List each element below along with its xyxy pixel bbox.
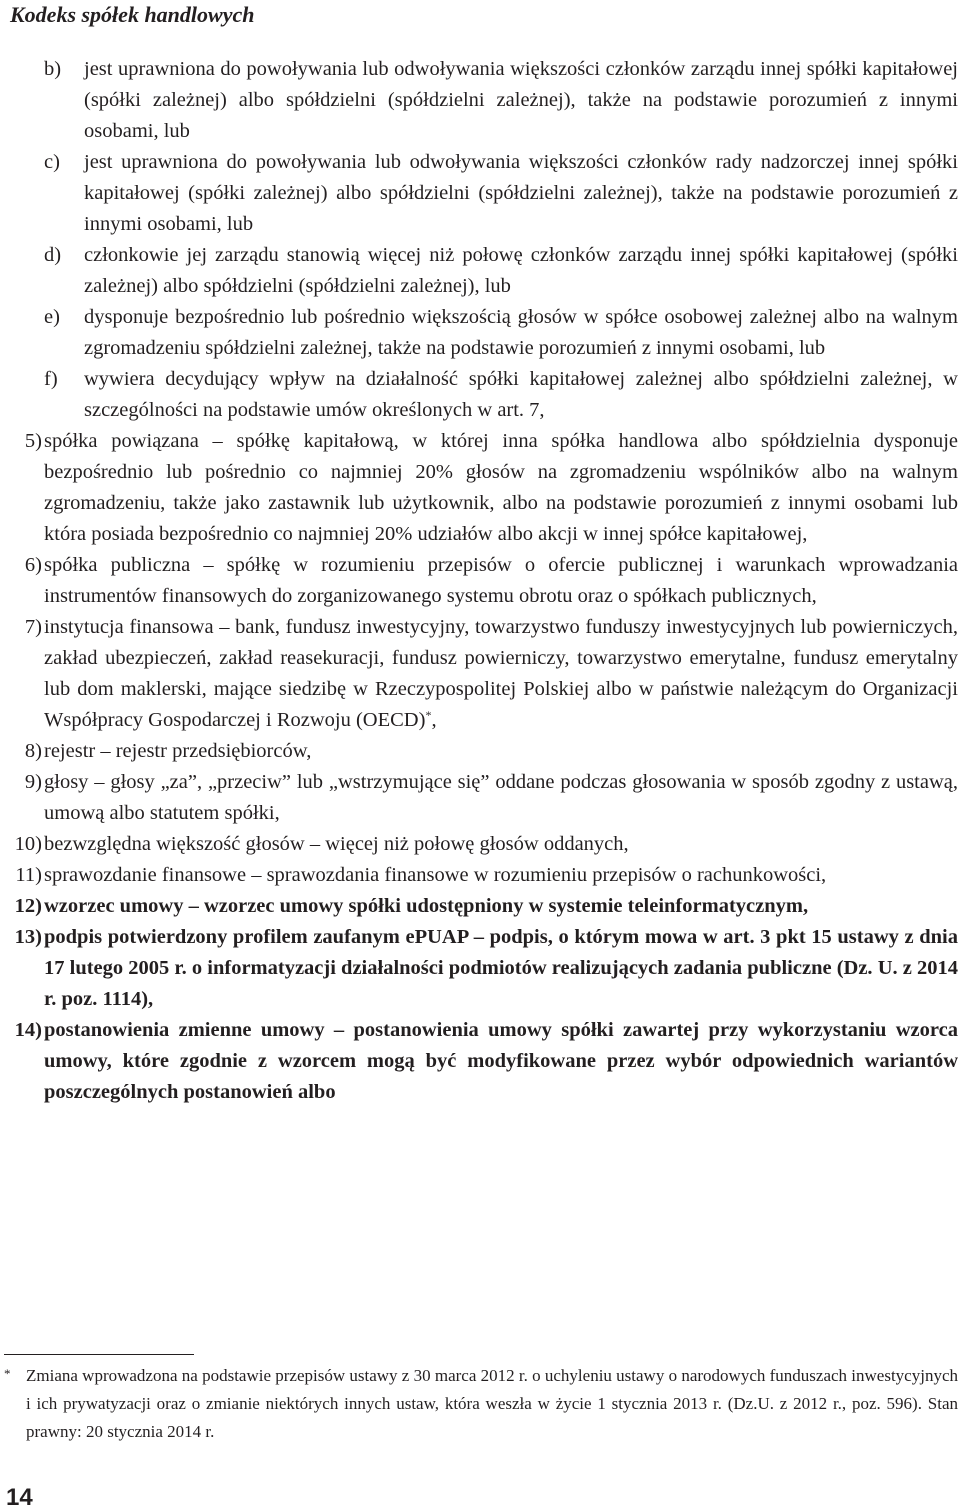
list-marker: 8) — [24, 740, 42, 762]
list-item-text: dysponuje bezpośrednio lub pośrednio większością głosów w spółce osobowej zależnej albo na walnym zgromadzeniu spółdzielni zależnej, także na podstawie porozumień z innymi osobami, lub — [84, 306, 958, 359]
list-item-text-tail: , — [431, 709, 437, 731]
list-item-12 — [0, 891, 958, 922]
list-item-text: postanowienia zmienne umowy – postanowienia umowy spółki zawartej przy wykorzystaniu wzorca umowy, które zgodnie z wzorcem mogą być modyfikowane przez wybór odpowiednich wariantów poszczególnych postanowień albo — [44, 1019, 958, 1103]
list-marker: 10) — [14, 833, 42, 855]
footnote-reference: * — [425, 708, 432, 722]
list-item-text: spółka powiązana – spółkę kapitałową, w której inna spółka handlowa albo spółdzielnia dysponuje bezpośrednio lub pośrednio co najmniej 20% głosów na zgromadzeniu wspólników albo na walnym zgromadzeniu, także jako zastawnik lub użytkownik, albo na podstawie porozumień z innymi osobami lub która posiada bezpośrednio co najmniej 20% udziałów albo akcji w innej spółce kapitałowej, — [44, 430, 958, 545]
list-marker: 7) — [24, 616, 42, 638]
list-item-f — [0, 364, 958, 426]
running-header: Kodeks spółek handlowych — [10, 2, 255, 27]
footnote-divider — [4, 1354, 194, 1355]
list-item-text: rejestr – rejestr przedsiębiorców, — [44, 740, 312, 762]
list-marker: b) — [44, 58, 62, 80]
list-item-7 — [0, 612, 958, 736]
list-marker: 12) — [14, 895, 42, 917]
footnote — [4, 1362, 958, 1446]
list-marker: d) — [44, 244, 62, 266]
list-item-14 — [0, 1015, 958, 1108]
list-marker: c) — [44, 151, 60, 173]
list-item-text: podpis potwierdzony profilem zaufanym ePUAP – podpis, o którym mowa w art. 3 pkt 15 ustawy z dnia 17 lutego 2005 r. o informatyzacji działalności podmiotów realizujących zadania publiczne (Dz. U. z 2014 r. poz. 1114), — [44, 926, 958, 1010]
list-marker: 14) — [14, 1019, 42, 1041]
list-item-text: jest uprawniona do powoływania lub odwoływania większości członków zarządu innej spółki kapitałowej (spółki zależnej) albo spółdzielni (spółdzielni zależnej), także na podstawie porozumień z innymi osobami, lub — [84, 58, 958, 142]
list-item-5 — [0, 426, 958, 550]
list-item-b — [0, 54, 958, 147]
list-item-text: wywiera decydujący wpływ na działalność spółki kapitałowej zależnej albo spółdzielni zależnej, w szczególności na podstawie umów określonych w art. 7, — [84, 368, 958, 421]
list-item-11 — [0, 860, 958, 891]
list-item-text: spółka publiczna – spółkę w rozumieniu przepisów o ofercie publicznej i warunkach wprowadzania instrumentów finansowych do zorganizowanego systemu obrotu oraz o spółkach publicznych, — [44, 554, 958, 607]
list-marker: 5) — [24, 430, 42, 452]
list-item-text: sprawozdanie finansowe – sprawozdania finansowe w rozumieniu przepisów o rachunkowości, — [44, 864, 827, 886]
list-item-text: wzorzec umowy – wzorzec umowy spółki udostępniony w systemie teleinformatycznym, — [44, 895, 809, 917]
page-number: 14 — [6, 1484, 33, 1511]
list-item-8 — [0, 736, 958, 767]
list-item-text: głosy – głosy „za”, „przeciw” lub „wstrzymujące się” oddane podczas głosowania w sposób zgodny z ustawą, umową albo statutem spółki, — [44, 771, 958, 824]
list-item-text: instytucja finansowa – bank, fundusz inwestycyjny, towarzystwo funduszy inwestycyjnych lub powierniczych, zakład ubezpieczeń, zakład reasekuracji, fundusz powierniczy, towarzystwo emerytalne, fundusz emerytalny lub dom maklerski, mające siedzibę w Rzeczypospolitej Polskiej albo w państwie należącym do Organizacji Współpracy Gospodarczej i Rozwoju (OECD) — [44, 616, 958, 731]
footnote-text: Zmiana wprowadzona na podstawie przepisów ustawy z 30 marca 2012 r. o uchyleniu ustawy o narodowych funduszach inwestycyjnych i ich prywatyzacji oraz o zmianie niektórych innych ustaw, która weszła w życie 1 stycznia 2013 r. (Dz.U. z 2012 r., poz. 596). Stan prawny: 20 stycznia 2014 r. — [26, 1366, 958, 1441]
list-marker: 9) — [24, 771, 42, 793]
list-item-text: jest uprawniona do powoływania lub odwoływania większości członków rady nadzorczej innej spółki kapitałowej (spółki zależnej) albo spółdzielni (spółdzielni zależnej), także na podstawie porozumień z innymi osobami, lub — [84, 151, 958, 235]
document-body — [0, 54, 958, 1108]
list-marker: f) — [44, 368, 58, 390]
list-item-text: członkowie jej zarządu stanowią więcej niż połowę członków zarządu innej spółki kapitałowej (spółki zależnej) albo spółdzielni (spółdzielni zależnej), lub — [84, 244, 958, 297]
list-marker: 11) — [15, 864, 42, 886]
list-item-13 — [0, 922, 958, 1015]
list-item-6 — [0, 550, 958, 612]
list-marker: 6) — [24, 554, 42, 576]
list-item-text: bezwzględna większość głosów – więcej niż połowę głosów oddanych, — [44, 833, 629, 855]
list-item-c — [0, 147, 958, 240]
list-marker: e) — [44, 306, 60, 328]
list-marker: 13) — [14, 926, 42, 948]
footnote-marker: * — [4, 1366, 11, 1381]
list-item-e — [0, 302, 958, 364]
list-item-9 — [0, 767, 958, 829]
list-item-10 — [0, 829, 958, 860]
list-item-d — [0, 240, 958, 302]
